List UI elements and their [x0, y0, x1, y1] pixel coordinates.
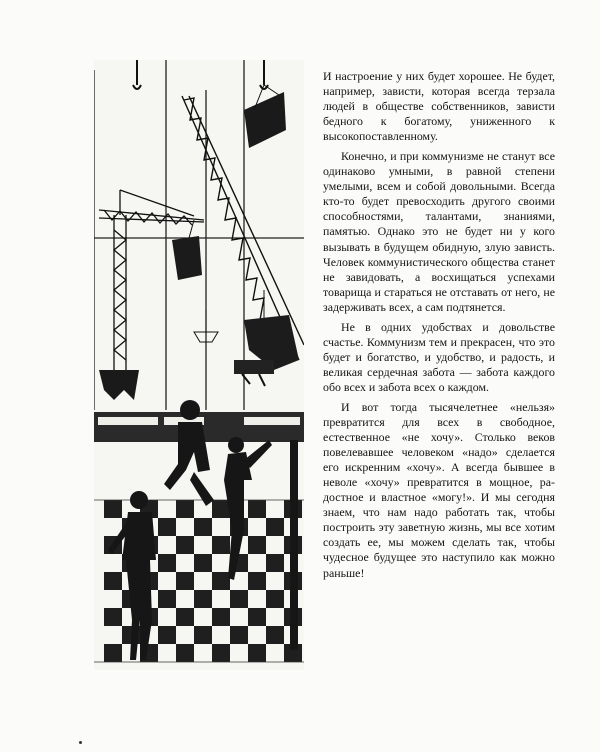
- paragraph-1: И настроение у них будет хорошее. Не будет, например, зависти, которая всегда терзала людей в обществе собственников, зависти бедного к богатому, униженного к высокопоставленному.: [323, 69, 555, 144]
- paragraph-2: Конечно, и при коммунизме не станут все одинаково умными, в равной степени умелыми, всем и собой довольными. Всегда кто-то будет превосходить другого своими способностями, талантами, знаниями, памятью. Однако это не будет ни у кого вызывать в будущем обидную, злую зависть. Человек коммунистического общества станет не завидовать, а восхищаться успехами товарища и стараться не отставать от него, не задерживать всех, а сам подтянется.: [323, 149, 555, 314]
- paragraph-3: Не в одних удобствах и довольстве счастье. Коммунизм тем и прекрасен, что это будет и богатство, и удобство, и радость, и великая сердечная забота — забота каждого обо всех и забота всех о каждом.: [323, 319, 555, 394]
- paragraph-4: И вот тогда тысячелетнее «нельзя» превратится для всех в свободное, естественное «не хочу». Столько веков повелевавшее человеком «надо» сделается его искренним «хочу». А всегда бывшее в неволе «хочу» превратится в мощное, радостное и властное «могу!». И мы сегодня знаем, что нам надо работать так, чтобы построить эту заветную жизнь, мы все хотим создать ее, мы можем сделать так, чтобы чудесное будущее это наступило как можно раньше!: [323, 399, 555, 580]
- page-dot: [79, 741, 82, 744]
- article-text: [323, 69, 555, 586]
- illustration-construction-workers: [94, 60, 304, 670]
